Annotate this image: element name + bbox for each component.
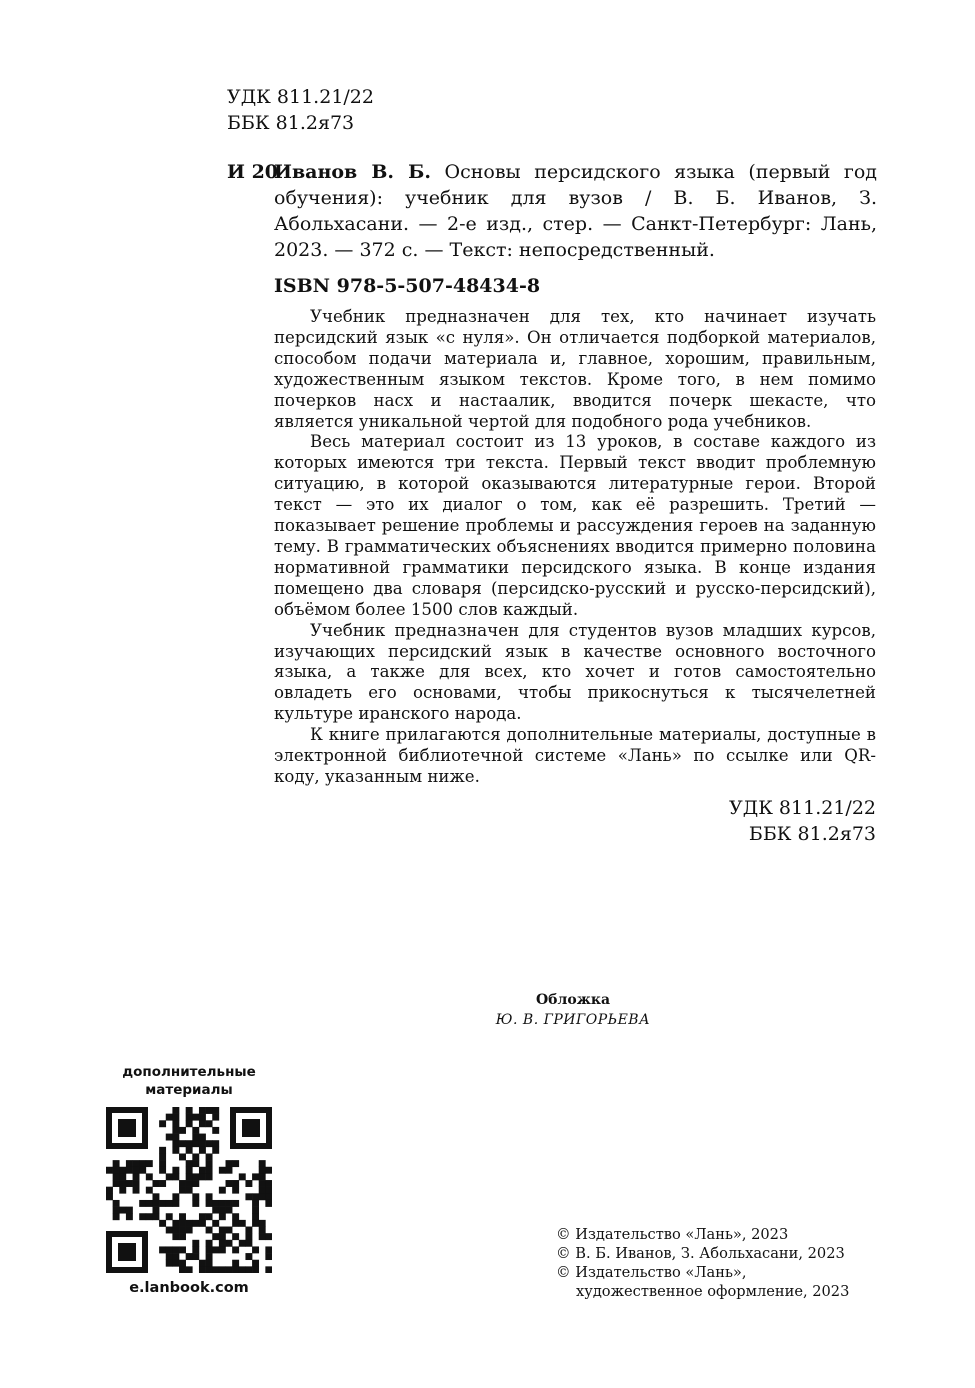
qr-module [259, 1160, 266, 1167]
qr-module [232, 1187, 239, 1194]
annotation-paragraph: Учебник предназначен для тех, кто начинает изучать персидский язык «с нуля». Он отличается подборкой материалов, способом подачи материала и, главное, хорошим, правильным, художественным языком текстов. Кроме того, в нем помимо почерков насх и настаалик, вводится почерк шекасте, что является уникальной чертой для подобного рода учебников. [274, 307, 876, 431]
qr-module [219, 1200, 226, 1207]
annotation-paragraph: Учебник предназначен для студентов вузов младших курсов, изучающих персидский язык в качестве основного восточного языка, а также для всех, кто хочет и готов самостоятельно овладеть его основами, чтобы прикоснуться к тысячелетней культуре иранского народа. [274, 620, 876, 724]
qr-module [159, 1147, 166, 1154]
qr-module [172, 1193, 179, 1200]
qr-module [179, 1266, 186, 1273]
qr-module [265, 1187, 272, 1194]
qr-module [239, 1220, 246, 1227]
qr-module [119, 1167, 126, 1174]
qr-module [192, 1140, 199, 1147]
qr-module [199, 1140, 206, 1147]
qr-module [186, 1227, 193, 1234]
qr-module [133, 1160, 140, 1167]
qr-module [232, 1220, 239, 1227]
qr-module [166, 1246, 173, 1253]
qr-module [245, 1233, 252, 1240]
qr-module [265, 1246, 272, 1253]
qr-module [252, 1213, 259, 1220]
qr-module [192, 1173, 199, 1180]
qr-module [259, 1227, 266, 1234]
cover-credit [478, 990, 668, 1030]
qr-module [259, 1180, 266, 1187]
qr-module [172, 1114, 179, 1121]
qr-module [179, 1227, 186, 1234]
annotation-paragraph: Весь материал состоит из 13 уроков, в составе каждого из которых имеются три текста. Первый текст вводит проблемную ситуацию, в которой оказываются литературные герои. Второй текст — это их диалог о том, как её разрешить. Третий — показывает решение проблемы и рассуждения героев на заданную тему. В грамматических объяснениях вводится примерно половина нормативной грамматики персидского языка. В конце издания помещено два словаря (персидско-русский и русско-персидский), объёмом более 1500 слов каждый. [274, 432, 876, 619]
qr-module [245, 1266, 252, 1273]
qr-module [206, 1193, 213, 1200]
qr-module [126, 1207, 133, 1214]
qr-module [186, 1114, 193, 1121]
qr-module [172, 1227, 179, 1234]
qr-module [265, 1233, 272, 1240]
qr-module [232, 1213, 239, 1220]
qr-module [245, 1227, 252, 1234]
qr-module [219, 1187, 226, 1194]
qr-module [226, 1160, 233, 1167]
annotation [274, 307, 876, 788]
qr-module [186, 1220, 193, 1227]
qr-module [172, 1200, 179, 1207]
qr-module [199, 1260, 206, 1267]
qr-module [252, 1193, 259, 1200]
qr-module [199, 1220, 206, 1227]
qr-module [226, 1266, 233, 1273]
qr-module [172, 1246, 179, 1253]
qr-module [179, 1213, 186, 1220]
qr-module [192, 1253, 199, 1260]
qr-module [186, 1160, 193, 1167]
qr-module [192, 1134, 199, 1141]
qr-module [152, 1180, 159, 1187]
qr-url[interactable]: e.lanbook.com [129, 1280, 249, 1296]
qr-module [146, 1173, 153, 1180]
qr-module [199, 1107, 206, 1114]
qr-module [126, 1213, 133, 1220]
qr-module [172, 1220, 179, 1227]
udk-code: УДК 811.21/22 [729, 797, 876, 819]
qr-module [232, 1260, 239, 1267]
qr-module [199, 1114, 206, 1121]
qr-module [186, 1147, 193, 1154]
qr-module [179, 1153, 186, 1160]
qr-module [139, 1167, 146, 1174]
qr-module [133, 1187, 140, 1194]
qr-module [179, 1260, 186, 1267]
qr-module [186, 1107, 193, 1114]
qr-module [172, 1140, 179, 1147]
qr-module [206, 1260, 213, 1267]
qr-module [252, 1220, 259, 1227]
qr-module [212, 1127, 219, 1134]
qr-module [206, 1120, 213, 1127]
qr-module [192, 1220, 199, 1227]
cover-designer: Ю. В. ГРИГОРЬЕВА [495, 1012, 651, 1028]
qr-module [212, 1114, 219, 1121]
qr-module [206, 1173, 213, 1180]
qr-module [106, 1187, 113, 1194]
qr-module [113, 1200, 120, 1207]
copyright-line: художественное оформление, 2023 [576, 1283, 850, 1300]
qr-module [232, 1246, 239, 1253]
qr-module [119, 1207, 126, 1214]
qr-module [265, 1167, 272, 1174]
qr-module [172, 1173, 179, 1180]
qr-module [206, 1246, 213, 1253]
qr-module [159, 1153, 166, 1160]
qr-module [219, 1246, 226, 1253]
qr-module [252, 1260, 259, 1267]
qr-module [259, 1173, 266, 1180]
qr-module [239, 1173, 246, 1180]
qr-code-icon[interactable] [106, 1107, 272, 1273]
qr-module [212, 1207, 219, 1214]
qr-module [212, 1233, 219, 1240]
qr-module [206, 1167, 213, 1174]
qr-caption-line: материалы [145, 1082, 233, 1098]
qr-module [206, 1200, 213, 1207]
qr-module [159, 1246, 166, 1253]
qr-module [206, 1253, 213, 1260]
qr-module [126, 1180, 133, 1187]
qr-module [212, 1147, 219, 1154]
qr-module [206, 1153, 213, 1160]
qr-module [172, 1134, 179, 1141]
qr-module [166, 1213, 173, 1220]
qr-module [172, 1253, 179, 1260]
qr-module [192, 1180, 199, 1187]
qr-module [166, 1173, 173, 1180]
qr-module [172, 1260, 179, 1267]
qr-module [232, 1180, 239, 1187]
qr-module [106, 1193, 113, 1200]
copyright-line: © Издательство «Лань», 2023 [556, 1226, 789, 1243]
qr-module [133, 1180, 140, 1187]
qr-module [206, 1227, 213, 1234]
qr-module [232, 1266, 239, 1273]
qr-module [172, 1233, 179, 1240]
qr-caption-line: дополнительные [122, 1064, 256, 1080]
qr-module [199, 1120, 206, 1127]
qr-module [252, 1266, 259, 1273]
qr-module [206, 1266, 213, 1273]
qr-module [166, 1253, 173, 1260]
qr-module [186, 1187, 193, 1194]
qr-module [226, 1227, 233, 1234]
qr-module [212, 1200, 219, 1207]
qr-module [179, 1220, 186, 1227]
author-name: Иванов В. Б. [274, 161, 431, 183]
qr-module [226, 1240, 233, 1247]
author-sign: И 20 [227, 161, 279, 183]
qr-block [103, 1063, 275, 1297]
qr-module [239, 1266, 246, 1273]
qr-module [119, 1180, 126, 1187]
qr-module [212, 1140, 219, 1147]
qr-module [186, 1140, 193, 1147]
qr-module [259, 1233, 266, 1240]
qr-module [252, 1207, 259, 1214]
qr-module [192, 1160, 199, 1167]
qr-module [179, 1233, 186, 1240]
qr-module [226, 1200, 233, 1207]
qr-module [192, 1114, 199, 1121]
qr-module [139, 1213, 146, 1220]
qr-module [113, 1173, 120, 1180]
qr-module [186, 1120, 193, 1127]
qr-module [199, 1266, 206, 1273]
qr-module [252, 1246, 259, 1253]
qr-module [113, 1160, 120, 1167]
qr-module [159, 1120, 166, 1127]
qr-module [219, 1227, 226, 1234]
qr-module [239, 1240, 246, 1247]
qr-module [219, 1207, 226, 1214]
copyright-block [556, 1225, 849, 1301]
qr-module [245, 1180, 252, 1187]
qr-module [199, 1213, 206, 1220]
qr-module [259, 1187, 266, 1194]
qr-module [219, 1213, 226, 1220]
qr-module [192, 1200, 199, 1207]
qr-module [152, 1213, 159, 1220]
qr-module [119, 1173, 126, 1180]
qr-module [166, 1200, 173, 1207]
qr-module [119, 1187, 126, 1194]
qr-module [192, 1246, 199, 1253]
qr-module [133, 1173, 140, 1180]
qr-module [245, 1193, 252, 1200]
qr-module [106, 1167, 113, 1174]
udk-code: УДК 811.21/22 [227, 86, 374, 108]
qr-module [159, 1160, 166, 1167]
qr-module [179, 1127, 186, 1134]
qr-module [252, 1173, 259, 1180]
qr-module [126, 1160, 133, 1167]
qr-module [179, 1180, 186, 1187]
isbn: ISBN 978-5-507-48434-8 [274, 275, 541, 297]
qr-module [265, 1266, 272, 1273]
qr-module [113, 1167, 120, 1174]
qr-module [179, 1140, 186, 1147]
qr-module [113, 1213, 120, 1220]
qr-module [186, 1253, 193, 1260]
qr-module [206, 1240, 213, 1247]
qr-module [139, 1160, 146, 1167]
qr-module [212, 1220, 219, 1227]
qr-module [226, 1207, 233, 1214]
qr-module [166, 1114, 173, 1121]
qr-module [192, 1240, 199, 1247]
qr-module [159, 1167, 166, 1174]
qr-module [265, 1200, 272, 1207]
cover-label: Обложка [535, 992, 611, 1008]
qr-module [259, 1193, 266, 1200]
copyright-line: © В. Б. Иванов, З. Абольхасани, 2023 [556, 1245, 845, 1262]
qr-module [152, 1200, 159, 1207]
qr-module [245, 1240, 252, 1247]
qr-module [206, 1140, 213, 1147]
qr-module [259, 1167, 266, 1174]
qr-module [199, 1173, 206, 1180]
classification-top [227, 84, 374, 136]
qr-module [226, 1167, 233, 1174]
classification-bottom [600, 795, 876, 847]
annotation-paragraph: К книге прилагаются дополнительные материалы, доступные в электронной библиотечной системе «Лань» по ссылке или QR-коду, указанным ниже. [274, 725, 876, 786]
qr-module [212, 1107, 219, 1114]
qr-module [166, 1260, 173, 1267]
qr-module [113, 1207, 120, 1214]
qr-module [219, 1266, 226, 1273]
qr-module [265, 1253, 272, 1260]
qr-module [172, 1147, 179, 1154]
qr-module [126, 1167, 133, 1174]
bbk-code: ББК 81.2я73 [227, 112, 355, 134]
qr-module [232, 1233, 239, 1240]
qr-module [192, 1127, 199, 1134]
qr-module [212, 1246, 219, 1253]
qr-module [146, 1213, 153, 1220]
qr-module [265, 1180, 272, 1187]
qr-module [232, 1160, 239, 1167]
qr-module [133, 1167, 140, 1174]
qr-module [219, 1167, 226, 1174]
qr-module [206, 1213, 213, 1220]
qr-module [192, 1153, 199, 1160]
qr-module [152, 1207, 159, 1214]
qr-module [159, 1180, 166, 1187]
qr-module [179, 1246, 186, 1253]
bbk-code: ББК 81.2я73 [748, 823, 876, 845]
qr-module [226, 1180, 233, 1187]
qr-module [232, 1200, 239, 1207]
bibliographic-entry [227, 159, 877, 263]
qr-module [159, 1220, 166, 1227]
bibliographic-description [274, 159, 877, 263]
qr-module [186, 1266, 193, 1273]
qr-module [199, 1147, 206, 1154]
qr-module [219, 1240, 226, 1247]
qr-module [212, 1266, 219, 1273]
qr-module [219, 1233, 226, 1240]
qr-module [113, 1180, 120, 1187]
qr-caption [103, 1063, 275, 1099]
qr-module [172, 1107, 179, 1114]
copyright-line: © Издательство «Лань», [556, 1264, 747, 1281]
qr-module [166, 1227, 173, 1234]
qr-module [192, 1193, 199, 1200]
qr-module [172, 1120, 179, 1127]
qr-module [199, 1167, 206, 1174]
qr-module [265, 1193, 272, 1200]
qr-module [252, 1200, 259, 1207]
qr-module [172, 1167, 179, 1174]
qr-module [166, 1134, 173, 1141]
qr-module [206, 1107, 213, 1114]
qr-module [152, 1193, 159, 1200]
qr-module [146, 1200, 153, 1207]
qr-module [199, 1134, 206, 1141]
qr-module [186, 1180, 193, 1187]
qr-module [139, 1200, 146, 1207]
qr-module [179, 1187, 186, 1194]
qr-module [206, 1160, 213, 1167]
qr-module [172, 1127, 179, 1134]
qr-module [259, 1220, 266, 1227]
qr-module [245, 1253, 252, 1260]
qr-module [146, 1187, 153, 1194]
qr-module [159, 1200, 166, 1207]
qr-module [146, 1160, 153, 1167]
qr-module [186, 1173, 193, 1180]
qr-module [186, 1167, 193, 1174]
book-description: Основы персидского языка (первый год обучения): учебник для вузов / В. Б. Иванов, З. Абольхасани. — 2-е изд., стер. — Санкт-Петербург: Лань, 2023. — 372 с. — Текст: непосредственный. [274, 161, 877, 261]
